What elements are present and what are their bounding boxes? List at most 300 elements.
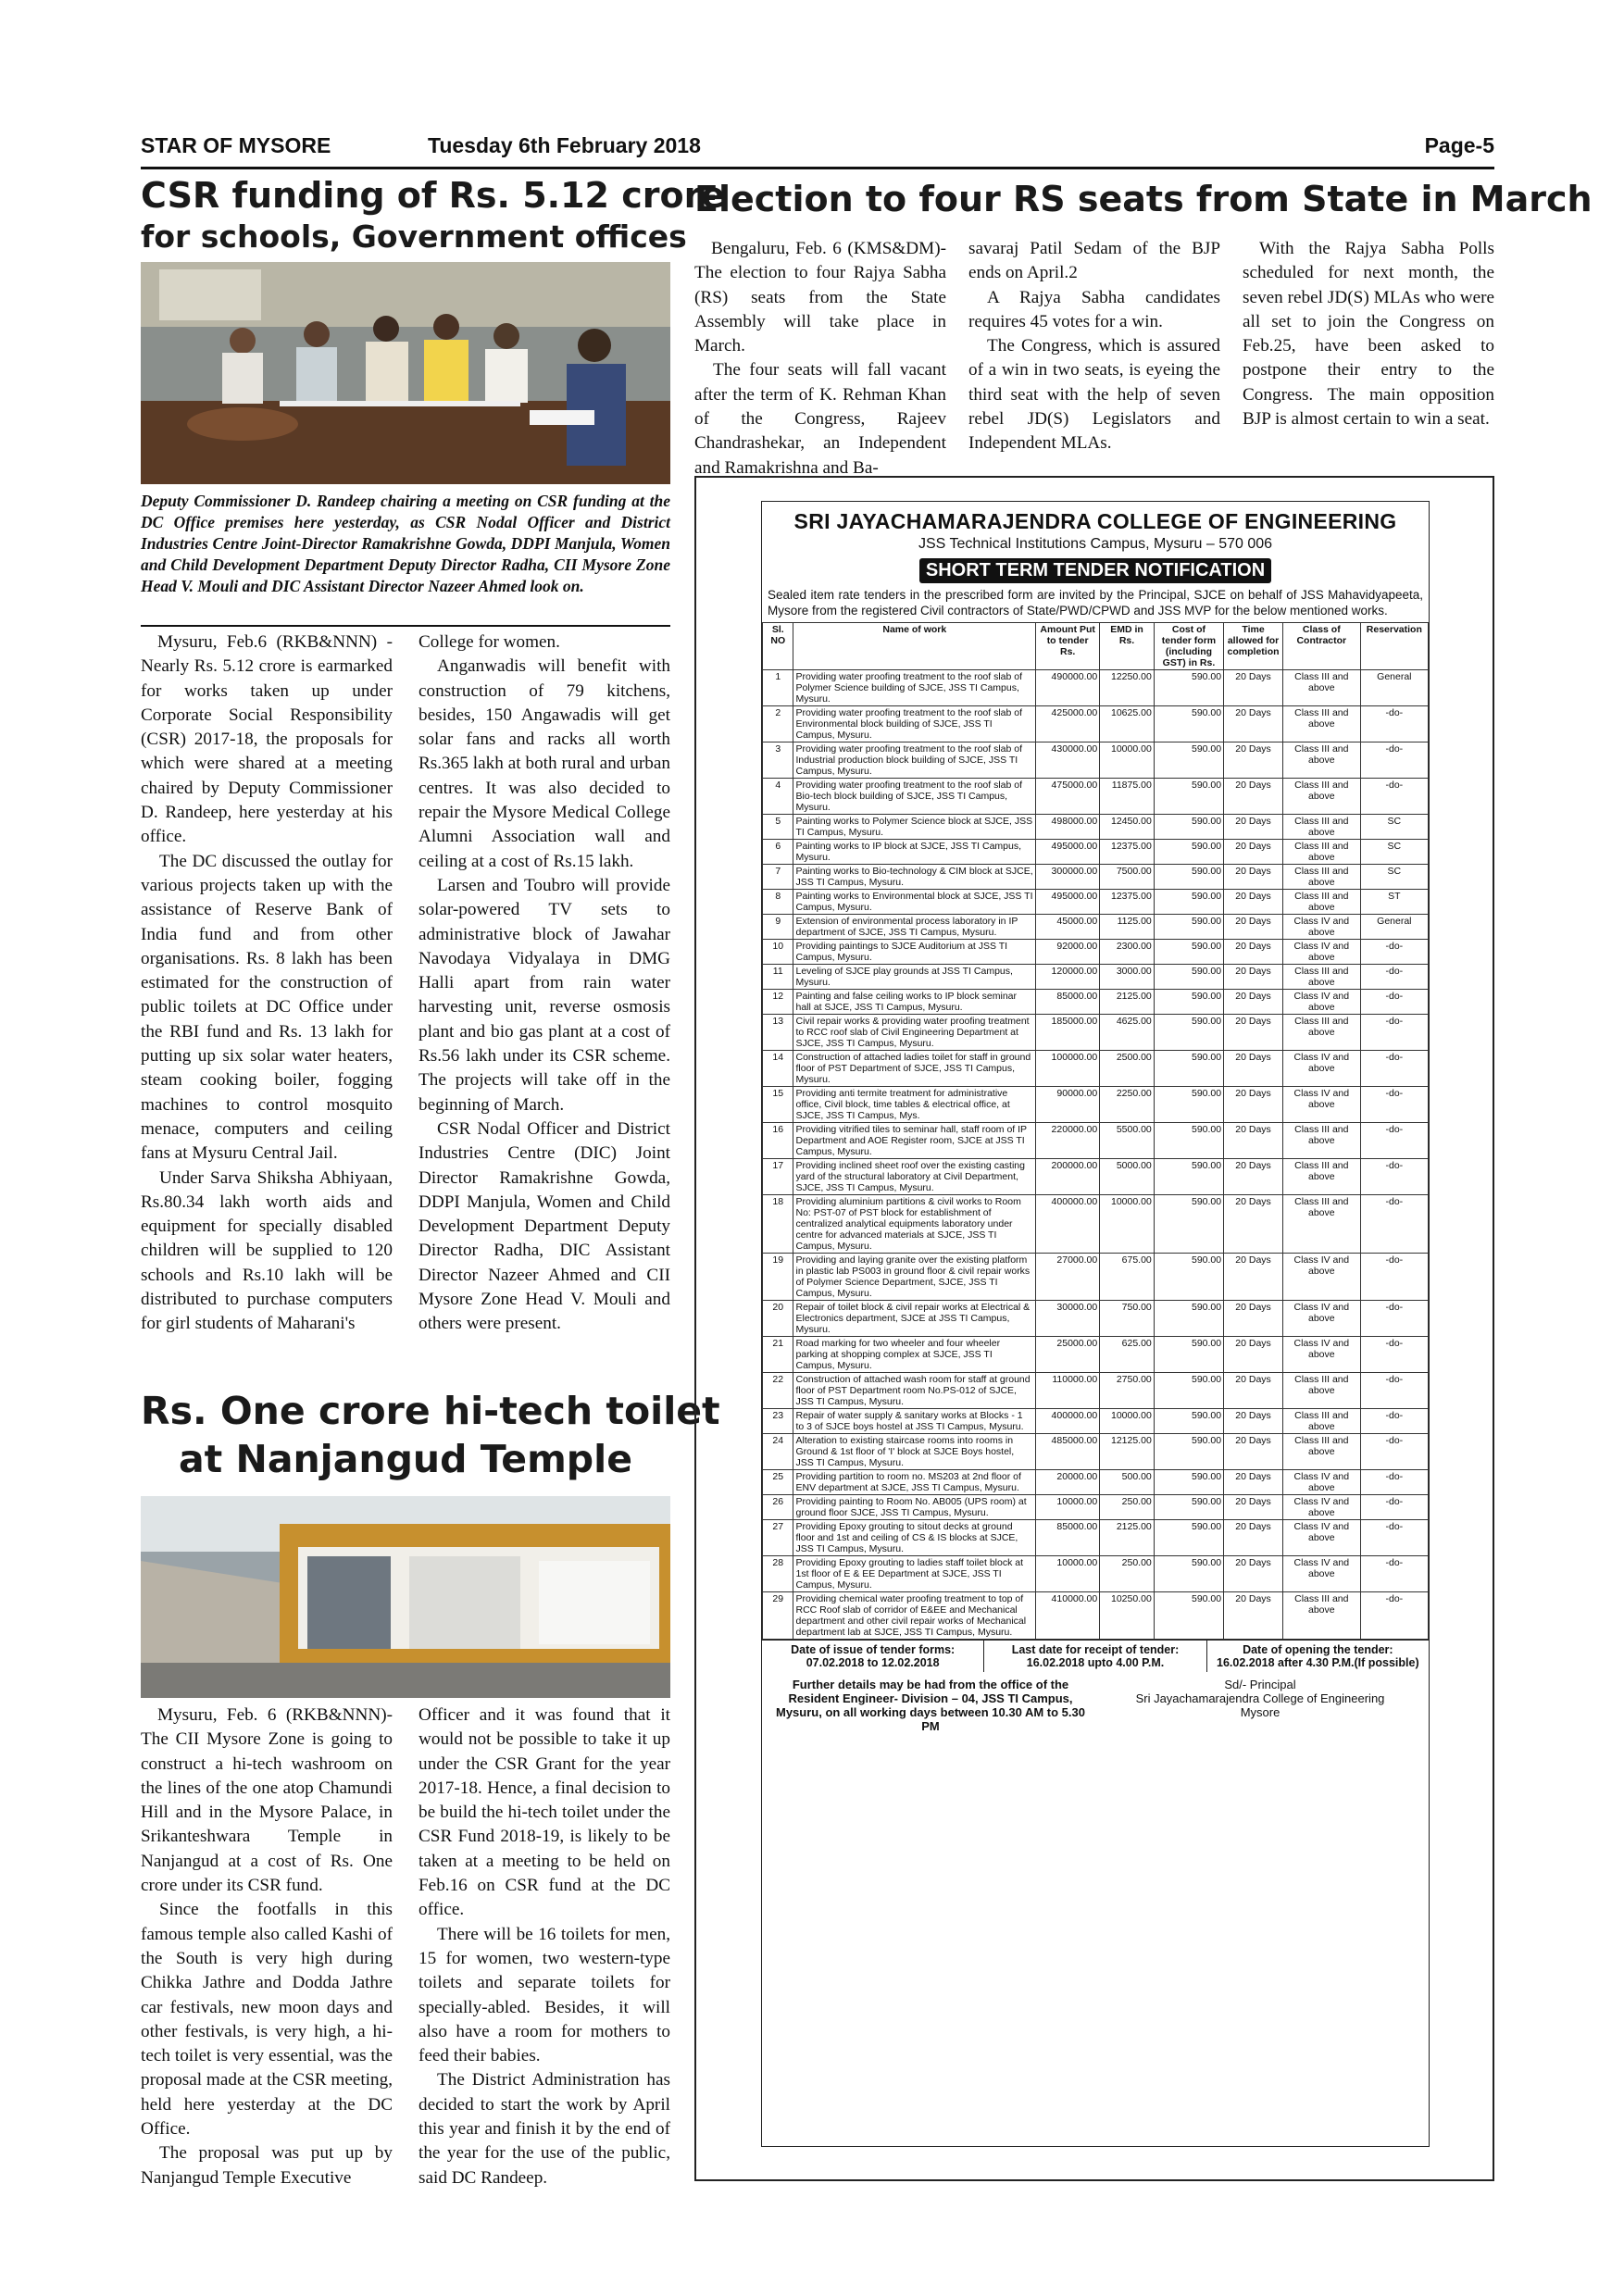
csr-headline: CSR funding of Rs. 5.12 crore xyxy=(141,175,726,216)
tender-cell: Painting works to IP block at SJCE, JSS TI Campus, Mysuru. xyxy=(793,840,1036,865)
tender-cell: 45000.00 xyxy=(1036,915,1100,940)
tender-cell: 590.00 xyxy=(1154,1470,1223,1495)
tender-cell: Painting works to Polymer Science block at SJCE, JSS TI Campus, Mysuru. xyxy=(793,815,1036,840)
csr-meeting-photo xyxy=(141,262,670,484)
tender-cell: 500.00 xyxy=(1100,1470,1155,1495)
tender-header-cell: Sl. NO xyxy=(763,623,793,670)
table-row xyxy=(763,706,1429,742)
csr-col2-para: College for women. xyxy=(418,632,560,652)
tender-cell: 16 xyxy=(763,1123,793,1159)
tender-cell: 92000.00 xyxy=(1036,940,1100,965)
tender-cell: 590.00 xyxy=(1154,1015,1223,1051)
tender-cell: 20 Days xyxy=(1224,1470,1283,1495)
tender-cell: 10000.00 xyxy=(1100,1409,1155,1434)
tender-table xyxy=(762,622,1429,1640)
tender-cell: 250.00 xyxy=(1100,1556,1155,1592)
tender-cell: 2250.00 xyxy=(1100,1087,1155,1123)
tender-cell: 12450.00 xyxy=(1100,815,1155,840)
tender-cell: Providing Epoxy grouting to ladies staff toilet block at 1st floor of E & EE Department at SJCE, JSS TI Campus, Mysuru. xyxy=(793,1556,1036,1592)
tender-cell: 30000.00 xyxy=(1036,1301,1100,1337)
tender-cell: 590.00 xyxy=(1154,940,1223,965)
tender-cell: Construction of attached wash room for staff at ground floor of PST Department room No.PS-012 of SJCE, JSS TI Campus, Mysuru. xyxy=(793,1373,1036,1409)
tender-cell: 20 Days xyxy=(1224,940,1283,965)
tender-cell: 20 Days xyxy=(1224,779,1283,815)
table-row xyxy=(763,1434,1429,1470)
tender-cell: 7 xyxy=(763,865,793,890)
opening-date-value: 16.02.2018 after 4.30 P.M.(If possible) xyxy=(1217,1656,1419,1669)
tender-cell: -do- xyxy=(1360,1195,1428,1254)
tender-cell: 590.00 xyxy=(1154,990,1223,1015)
rs-col2-para: A Rajya Sabha candidates requires 45 votes for a win. xyxy=(968,287,1220,331)
tender-cell: 20 xyxy=(763,1301,793,1337)
receipt-date xyxy=(984,1641,1206,1672)
tender-cell: 27 xyxy=(763,1520,793,1556)
table-row xyxy=(763,1123,1429,1159)
tender-cell: 1125.00 xyxy=(1100,915,1155,940)
tender-cell: -do- xyxy=(1360,1254,1428,1301)
tender-cell: 4625.00 xyxy=(1100,1015,1155,1051)
tender-cell: 20 Days xyxy=(1224,865,1283,890)
tender-cell: Class IV and above xyxy=(1282,1301,1360,1337)
tender-cell: 4 xyxy=(763,779,793,815)
tender-cell: 2 xyxy=(763,706,793,742)
table-row xyxy=(763,1159,1429,1195)
table-row xyxy=(763,1409,1429,1434)
tender-cell: 12250.00 xyxy=(1100,670,1155,706)
tender-signature xyxy=(1095,1678,1425,1733)
tender-cell: 20 Days xyxy=(1224,742,1283,779)
toilet-headline: Rs. One crore hi-tech toilet xyxy=(141,1389,720,1433)
paper-name: STAR OF MYSORE xyxy=(141,133,331,157)
tender-cell: 12375.00 xyxy=(1100,890,1155,915)
tender-cell: 485000.00 xyxy=(1036,1434,1100,1470)
tender-cell: Providing aluminium partitions & civil works to Room No: PST-07 of PST block for establishment of centralized analytical equipments laboratory under centre for advanced materials at SJCE, JSS TI Campus, Mysuru. xyxy=(793,1195,1036,1254)
tender-header-cell: Reservation xyxy=(1360,623,1428,670)
tender-cell: 590.00 xyxy=(1154,1592,1223,1640)
tender-cell: 120000.00 xyxy=(1036,965,1100,990)
rs-col3-para: With the Rajya Sabha Polls scheduled for next month, the seven rebel JD(S) MLAs who were all set to join the Congress on Feb.25, have been asked to postpone their entry to the Congress. The main opposition BJP is almost certain to win a seat. xyxy=(1243,239,1494,430)
toilet-col2-para: There will be 16 toilets for men, 15 for women, two western-type toilets and separate toilets for specially-abled. Besides, it will also have a room for mothers to feed their babies. xyxy=(418,1924,670,2066)
tender-cell: 2125.00 xyxy=(1100,990,1155,1015)
table-row xyxy=(763,1592,1429,1640)
tender-cell: 750.00 xyxy=(1100,1301,1155,1337)
table-row xyxy=(763,1495,1429,1520)
tender-cell: 5 xyxy=(763,815,793,840)
table-row xyxy=(763,742,1429,779)
tender-cell: 20 Days xyxy=(1224,965,1283,990)
table-row xyxy=(763,890,1429,915)
tender-cell: 20 Days xyxy=(1224,1087,1283,1123)
tender-cell: SC xyxy=(1360,840,1428,865)
tender-advertisement xyxy=(694,476,1494,2181)
opening-date-label: Date of opening the tender: xyxy=(1243,1643,1393,1656)
table-row xyxy=(763,670,1429,706)
tender-cell: Repair of toilet block & civil repair works at Electrical & Electronics department, SJCE at JSS TI Campus, Mysuru. xyxy=(793,1301,1036,1337)
meeting-photo-illustration xyxy=(141,262,670,484)
tender-cell: 5500.00 xyxy=(1100,1123,1155,1159)
issue-dates-value: 07.02.2018 to 12.02.2018 xyxy=(806,1656,940,1669)
tender-cell: 2300.00 xyxy=(1100,940,1155,965)
tender-cell: Road marking for two wheeler and four wheeler parking at shopping complex at SJCE, JSS TI Campus, Mysuru. xyxy=(793,1337,1036,1373)
tender-table-body xyxy=(763,670,1429,1640)
tender-footer xyxy=(762,1672,1429,1739)
tender-cell: -do- xyxy=(1360,1470,1428,1495)
tender-cell: Class III and above xyxy=(1282,1159,1360,1195)
tender-cell: 20 Days xyxy=(1224,1373,1283,1409)
signature-line1: Sd/- Principal xyxy=(1224,1678,1296,1691)
tender-cell: 29 xyxy=(763,1592,793,1640)
tender-cell: 10000.00 xyxy=(1036,1556,1100,1592)
tender-notification-badge: SHORT TERM TENDER NOTIFICATION xyxy=(919,558,1271,583)
tender-header-cell: Cost of tender form (including GST) in Rs. xyxy=(1154,623,1223,670)
tender-cell: Class IV and above xyxy=(1282,990,1360,1015)
tender-cell: Class III and above xyxy=(1282,1373,1360,1409)
tender-cell: 8 xyxy=(763,890,793,915)
toilet-building-photo xyxy=(141,1496,670,1698)
tender-cell: 590.00 xyxy=(1154,840,1223,865)
tender-cell: Providing water proofing treatment to the roof slab of Environmental block building of SJCE, JSS TI Campus, Mysuru. xyxy=(793,706,1036,742)
tender-cell: 12125.00 xyxy=(1100,1434,1155,1470)
tender-cell: 590.00 xyxy=(1154,1556,1223,1592)
tender-cell: SC xyxy=(1360,865,1428,890)
tender-cell: 20 Days xyxy=(1224,1495,1283,1520)
tender-cell: 590.00 xyxy=(1154,779,1223,815)
tender-cell: Class III and above xyxy=(1282,865,1360,890)
tender-college-name: SRI JAYACHAMARAJENDRA COLLEGE OF ENGINEERING xyxy=(793,509,1397,533)
tender-cell: 590.00 xyxy=(1154,965,1223,990)
tender-cell: 20 Days xyxy=(1224,1556,1283,1592)
tender-cell: -do- xyxy=(1360,1592,1428,1640)
tender-cell: 20 Days xyxy=(1224,1592,1283,1640)
tender-cell: Providing Epoxy grouting to sitout decks at ground floor and 1st and ceiling of CS & IS blocks at SJCE, JSS TI Campus, Mysuru. xyxy=(793,1520,1036,1556)
tender-cell: 85000.00 xyxy=(1036,990,1100,1015)
tender-cell: 20 Days xyxy=(1224,1301,1283,1337)
tender-cell: 20 Days xyxy=(1224,1409,1283,1434)
tender-cell: Providing inclined sheet roof over the existing casting yard of the structural laboratory at Civil Department, SJCE, JSS TI Campus, Mysuru. xyxy=(793,1159,1036,1195)
tender-cell: 490000.00 xyxy=(1036,670,1100,706)
tender-cell: 590.00 xyxy=(1154,1254,1223,1301)
tender-cell: Class IV and above xyxy=(1282,915,1360,940)
tender-cell: -do- xyxy=(1360,1434,1428,1470)
table-row xyxy=(763,1015,1429,1051)
tender-cell: 625.00 xyxy=(1100,1337,1155,1373)
tender-campus-address: JSS Technical Institutions Campus, Mysuru – 570 006 xyxy=(918,536,1273,552)
tender-cell: 675.00 xyxy=(1100,1254,1155,1301)
tender-cell: -do- xyxy=(1360,1051,1428,1087)
tender-cell: Providing and laying granite over the existing platform in plastic lab PS003 in ground floor & civil repair works of Polymer Science Department, SJCE, JSS TI Campus, Mysuru. xyxy=(793,1254,1036,1301)
rs-body-col3 xyxy=(1243,237,1494,431)
tender-cell: Providing chemical water proofing treatment to top of RCC Roof slab of corridor of E&EE and Mechanical department and other civil repair works of Mechanical department lab at SJCE, JSS TI Campus, Mysuru. xyxy=(793,1592,1036,1640)
issue-date: Tuesday 6th February 2018 xyxy=(428,133,701,157)
tender-cell: 26 xyxy=(763,1495,793,1520)
tender-cell: Construction of attached ladies toilet for staff in ground floor of PST Department of SJCE, JSS TI Campus, Mysuru. xyxy=(793,1051,1036,1087)
tender-cell: 425000.00 xyxy=(1036,706,1100,742)
tender-cell: 495000.00 xyxy=(1036,840,1100,865)
tender-cell: 20 Days xyxy=(1224,1337,1283,1373)
signature-line2: Sri Jayachamarajendra College of Engineering xyxy=(1135,1691,1385,1705)
tender-cell: 20 Days xyxy=(1224,1434,1283,1470)
tender-cell: 185000.00 xyxy=(1036,1015,1100,1051)
tender-cell: 20 Days xyxy=(1224,1123,1283,1159)
tender-cell: 400000.00 xyxy=(1036,1409,1100,1434)
tender-cell: Class IV and above xyxy=(1282,1051,1360,1087)
tender-cell: 27000.00 xyxy=(1036,1254,1100,1301)
toilet-col1-para: The proposal was put up by Nanjangud Temple Executive xyxy=(141,2143,393,2188)
tender-cell: 7500.00 xyxy=(1100,865,1155,890)
page-number: Page-5 xyxy=(1424,133,1494,157)
tender-cell: -do- xyxy=(1360,1337,1428,1373)
tender-cell: 20 Days xyxy=(1224,890,1283,915)
tender-cell: 15 xyxy=(763,1087,793,1123)
tender-cell: Class IV and above xyxy=(1282,1470,1360,1495)
issue-dates-label: Date of issue of tender forms: xyxy=(791,1643,956,1656)
toilet-col1-para: Since the footfalls in this famous temple also called Kashi of the South is very high during Chikka Jathre and Dodda Jathre car festivals, new moon days and other festivals, is very high, a hi-tech toilet is very essential, was the proposal made at the CSR meeting, held here yesterday at the DC Office. xyxy=(141,1900,393,2140)
tender-cell: 28 xyxy=(763,1556,793,1592)
tender-cell: 250.00 xyxy=(1100,1495,1155,1520)
toilet-col1-para: Mysuru, Feb. 6 (RKB&NNN)- The CII Mysore Zone is going to construct a hi-tech washroom on the lines of the one atop Chamundi Hill and in the Mysore Palace, in Srikanteshwara Temple in Nanjangud at a cost of Rs. One crore under its CSR fund. xyxy=(141,1705,393,1896)
tender-cell: Providing water proofing treatment to the roof slab of Polymer Science building of SJCE, JSS TI Campus, Mysuru. xyxy=(793,670,1036,706)
tender-cell: 20 Days xyxy=(1224,670,1283,706)
csr-col2-para: CSR Nodal Officer and District Industries Centre (DIC) Joint Director Ramakrishne Gowda, DDPI Manjula, Women and Child Development Department Deputy Director Radha, DIC Assistant Director Nazeer Ahmed and CII Mysore Zone Head V. Mouli and others were present. xyxy=(418,1118,670,1334)
tender-cell: 10000.00 xyxy=(1100,1195,1155,1254)
tender-cell: 10000.00 xyxy=(1100,742,1155,779)
tender-cell: -do- xyxy=(1360,706,1428,742)
tender-cell: -do- xyxy=(1360,1409,1428,1434)
tender-cell: 590.00 xyxy=(1154,915,1223,940)
table-row xyxy=(763,1195,1429,1254)
tender-cell: 25 xyxy=(763,1470,793,1495)
table-row xyxy=(763,1556,1429,1592)
tender-cell: Providing water proofing treatment to the roof slab of Bio-tech block building of SJCE, JSS TI Campus, Mysuru. xyxy=(793,779,1036,815)
tender-cell: 14 xyxy=(763,1051,793,1087)
toilet-headline-line2: at Nanjangud Temple xyxy=(178,1437,633,1481)
tender-cell: Class III and above xyxy=(1282,1434,1360,1470)
tender-contact-info: Further details may be had from the office of the Resident Engineer- Division – 04, JSS TI Campus, Mysuru, on all working days between 10.30 AM to 5.30 PM xyxy=(775,1678,1085,1733)
csr-body-col1 xyxy=(141,630,393,1337)
tender-intro: Sealed item rate tenders in the prescribed form are invited by the Principal, SJCE on behalf of JSS Mahavidyapeeta, Mysore from the registered Civil contractors of State/PWD/CPWD and JSS MVP for the below mentioned works. xyxy=(768,588,1423,618)
tender-cell: 590.00 xyxy=(1154,815,1223,840)
tender-cell: -do- xyxy=(1360,1301,1428,1337)
tender-cell: Class III and above xyxy=(1282,670,1360,706)
tender-cell: Class IV and above xyxy=(1282,1087,1360,1123)
tender-cell: 21 xyxy=(763,1337,793,1373)
table-row xyxy=(763,1520,1429,1556)
csr-subhead: for schools, Government offices xyxy=(141,218,687,255)
tender-cell: 23 xyxy=(763,1409,793,1434)
csr-col2-para: Anganwadis will benefit with construction of 79 kitchens, besides, 150 Angawadis will get solar fans and racks all worth Rs.365 lakh at both rural and urban centres. It was also decided to repair the Mysore Medical College Alumni Association wall and ceiling at a cost of Rs.15 lakh. xyxy=(418,656,670,871)
tender-cell: Class III and above xyxy=(1282,1015,1360,1051)
tender-cell: 13 xyxy=(763,1015,793,1051)
masthead xyxy=(141,133,1494,169)
tender-cell: Painting works to Bio-technology & CIM block at SJCE, JSS TI Campus, Mysuru. xyxy=(793,865,1036,890)
csr-col2-para: Larsen and Toubro will provide solar-powered TV sets to administrative block of Jawahar Navodaya Vidyalaya in DMG Halli apart from rain water harvesting unit, reverse osmosis plant and bio gas plant at a cost of Rs.56 lakh under its CSR scheme. The projects will take off in the beginning of March. xyxy=(418,875,670,1115)
tender-cell: 20 Days xyxy=(1224,1051,1283,1087)
tender-cell: Painting works to Environmental block at SJCE, JSS TI Campus, Mysuru. xyxy=(793,890,1036,915)
tender-cell: 110000.00 xyxy=(1036,1373,1100,1409)
tender-cell: 590.00 xyxy=(1154,1337,1223,1373)
tender-cell: Class III and above xyxy=(1282,1409,1360,1434)
tender-cell: 22 xyxy=(763,1373,793,1409)
tender-header-cell: Amount Put to tender Rs. xyxy=(1036,623,1100,670)
tender-dates xyxy=(762,1640,1429,1672)
tender-cell: Class IV and above xyxy=(1282,1556,1360,1592)
tender-cell: ST xyxy=(1360,890,1428,915)
table-row xyxy=(763,779,1429,815)
tender-cell: 200000.00 xyxy=(1036,1159,1100,1195)
tender-cell: 20 Days xyxy=(1224,840,1283,865)
table-row xyxy=(763,1254,1429,1301)
rs-headline: Election to four RS seats from State in March xyxy=(694,179,1593,219)
table-row xyxy=(763,1087,1429,1123)
opening-date xyxy=(1207,1641,1429,1672)
tender-cell: 2500.00 xyxy=(1100,1051,1155,1087)
table-row xyxy=(763,1301,1429,1337)
tender-cell: 590.00 xyxy=(1154,670,1223,706)
csr-col1-para: The DC discussed the outlay for various projects taken up with the assistance of Reserve Bank of India fund and from other organisations. Rs. 8 lakh has been estimated for the construction of public toilets at DC Office under the RBI fund and Rs. 13 lakh for putting up six solar water heaters, steam cooking boiler, fogging machines to control mosquito menace, computers and ceiling fans at Mysuru Central Jail. xyxy=(141,851,393,1164)
tender-cell: 590.00 xyxy=(1154,742,1223,779)
tender-cell: Class III and above xyxy=(1282,779,1360,815)
rs-col2-para: savaraj Patil Sedam of the BJP ends on April.2 xyxy=(968,239,1220,283)
tender-cell: 12375.00 xyxy=(1100,840,1155,865)
tender-cell: 410000.00 xyxy=(1036,1592,1100,1640)
tender-cell: General xyxy=(1360,670,1428,706)
tender-cell: Class III and above xyxy=(1282,706,1360,742)
tender-cell: 475000.00 xyxy=(1036,779,1100,815)
tender-cell: 6 xyxy=(763,840,793,865)
tender-cell: 590.00 xyxy=(1154,1434,1223,1470)
tender-header-cell: Name of work xyxy=(793,623,1036,670)
tender-cell: -do- xyxy=(1360,1556,1428,1592)
table-row xyxy=(763,965,1429,990)
tender-cell: Providing vitrified tiles to seminar hall, staff room of IP Department and AOE Register room, SJCE at JSS TI Campus, Mysuru. xyxy=(793,1123,1036,1159)
tender-cell: 590.00 xyxy=(1154,1051,1223,1087)
tender-cell: 11875.00 xyxy=(1100,779,1155,815)
table-row xyxy=(763,1470,1429,1495)
tender-cell: -do- xyxy=(1360,1520,1428,1556)
tender-cell: 19 xyxy=(763,1254,793,1301)
tender-cell: Providing painting to Room No. AB005 (UPS room) at ground floor SJCE, JSS TI Campus, Mysuru. xyxy=(793,1495,1036,1520)
tender-cell: 20 Days xyxy=(1224,706,1283,742)
tender-cell: -do- xyxy=(1360,1087,1428,1123)
tender-cell: 18 xyxy=(763,1195,793,1254)
tender-cell: Class III and above xyxy=(1282,1592,1360,1640)
tender-cell: Class IV and above xyxy=(1282,1337,1360,1373)
tender-cell: 10250.00 xyxy=(1100,1592,1155,1640)
tender-cell: 90000.00 xyxy=(1036,1087,1100,1123)
csr-body-col2 xyxy=(418,630,670,1337)
table-row xyxy=(763,1337,1429,1373)
tender-cell: 10000.00 xyxy=(1036,1495,1100,1520)
table-row xyxy=(763,990,1429,1015)
tender-cell: 400000.00 xyxy=(1036,1195,1100,1254)
rs-col2-para: The Congress, which is assured of a win in two seats, is eyeing the third seat with the help of seven rebel JD(S) Legislators and Independent MLAs. xyxy=(968,336,1220,454)
issue-dates xyxy=(762,1641,984,1672)
tender-header-cell: Time allowed for completion xyxy=(1224,623,1283,670)
tender-cell: -do- xyxy=(1360,1373,1428,1409)
tender-table-header xyxy=(763,623,1429,670)
tender-cell: -do- xyxy=(1360,940,1428,965)
rs-body-col2 xyxy=(968,237,1220,456)
tender-cell: 590.00 xyxy=(1154,890,1223,915)
tender-header-cell: Class of Contractor xyxy=(1282,623,1360,670)
tender-cell: 590.00 xyxy=(1154,1195,1223,1254)
tender-cell: 220000.00 xyxy=(1036,1123,1100,1159)
tender-cell: Class III and above xyxy=(1282,1123,1360,1159)
tender-cell: Class III and above xyxy=(1282,1195,1360,1254)
tender-cell: 9 xyxy=(763,915,793,940)
tender-cell: Extension of environmental process laboratory in IP department of SJCE, JSS TI Campus, Mysuru. xyxy=(793,915,1036,940)
tender-cell: Class IV and above xyxy=(1282,1254,1360,1301)
tender-cell: -do- xyxy=(1360,779,1428,815)
rs-body-col1 xyxy=(694,237,946,480)
tender-cell: 25000.00 xyxy=(1036,1337,1100,1373)
tender-cell: -do- xyxy=(1360,1495,1428,1520)
tender-cell: 590.00 xyxy=(1154,1301,1223,1337)
tender-cell: 2750.00 xyxy=(1100,1373,1155,1409)
tender-cell: 590.00 xyxy=(1154,706,1223,742)
tender-cell: Leveling of SJCE play grounds at JSS TI Campus, Mysuru. xyxy=(793,965,1036,990)
tender-cell: 12 xyxy=(763,990,793,1015)
tender-cell: 10625.00 xyxy=(1100,706,1155,742)
tender-cell: 3 xyxy=(763,742,793,779)
toilet-body-col2 xyxy=(418,1703,670,2190)
tender-cell: Class III and above xyxy=(1282,965,1360,990)
tender-cell: 590.00 xyxy=(1154,1123,1223,1159)
tender-cell: Providing water proofing treatment to the roof slab of Industrial production block building of SJCE, JSS TI Campus, Mysuru. xyxy=(793,742,1036,779)
tender-cell: Class IV and above xyxy=(1282,1495,1360,1520)
tender-cell: Class III and above xyxy=(1282,815,1360,840)
tender-cell: 20 Days xyxy=(1224,1159,1283,1195)
csr-photo-caption: Deputy Commissioner D. Randeep chairing a meeting on CSR funding at the DC Office premises here yesterday, as CSR Nodal Officer and District Industries Centre Joint-Director Ramakrishne Gowda, DDPI Manjula, Women and Child Development Department Deputy Director Radha, CII Mysore Zone Head V. Mouli and DIC Assistant Director Nazeer Ahmed look on. xyxy=(141,492,670,595)
table-row xyxy=(763,865,1429,890)
tender-cell: 498000.00 xyxy=(1036,815,1100,840)
tender-cell: 20000.00 xyxy=(1036,1470,1100,1495)
tender-cell: 17 xyxy=(763,1159,793,1195)
tender-cell: General xyxy=(1360,915,1428,940)
tender-cell: 100000.00 xyxy=(1036,1051,1100,1087)
csr-col1-para: Mysuru, Feb.6 (RKB&NNN) - Nearly Rs. 5.12 crore is earmarked for works taken up under Corporate Social Responsibility (CSR) 2017-18, the proposals for which were shared at a meeting chaired by Deputy Commissioner D. Randeep, here yesterday at his office. xyxy=(141,632,393,847)
tender-cell: 20 Days xyxy=(1224,1015,1283,1051)
tender-cell: 85000.00 xyxy=(1036,1520,1100,1556)
tender-cell: 430000.00 xyxy=(1036,742,1100,779)
rs-col1-para: Bengaluru, Feb. 6 (KMS&DM)- The election to four Rajya Sabha (RS) seats from the State Assembly will take place in March. xyxy=(694,239,946,356)
table-row xyxy=(763,840,1429,865)
toilet-col2-para: The District Administration has decided to start the work by April this year and finish it by the end of the year for the use of the public, said DC Randeep. xyxy=(418,2070,670,2188)
tender-cell: Repair of water supply & sanitary works at Blocks - 1 to 3 of SJCE boys hostel at JSS TI Campus, Mysuru. xyxy=(793,1409,1036,1434)
tender-cell: 11 xyxy=(763,965,793,990)
table-row xyxy=(763,815,1429,840)
tender-cell: -do- xyxy=(1360,965,1428,990)
tender-cell: 24 xyxy=(763,1434,793,1470)
receipt-date-value: 16.02.2018 upto 4.00 P.M. xyxy=(1026,1656,1165,1669)
tender-cell: Providing partition to room no. MS203 at 2nd floor of ENV department at SJCE, JSS TI Campus, Mysuru. xyxy=(793,1470,1036,1495)
tender-cell: 3000.00 xyxy=(1100,965,1155,990)
tender-cell: 20 Days xyxy=(1224,915,1283,940)
tender-cell: 20 Days xyxy=(1224,1520,1283,1556)
tender-cell: Painting and false ceiling works to IP block seminar hall at SJCE, JSS TI Campus, Mysuru. xyxy=(793,990,1036,1015)
tender-cell: Class IV and above xyxy=(1282,940,1360,965)
tender-cell: -do- xyxy=(1360,742,1428,779)
tender-cell: -do- xyxy=(1360,1123,1428,1159)
tender-cell: 590.00 xyxy=(1154,1495,1223,1520)
tender-cell: 590.00 xyxy=(1154,1373,1223,1409)
tender-cell: -do- xyxy=(1360,990,1428,1015)
tender-cell: 495000.00 xyxy=(1036,890,1100,915)
toilet-body-col1 xyxy=(141,1703,393,2190)
tender-cell: Providing anti termite treatment for administrative office, Civil block, time tables & electrical office, at SJCE, JSS TI Campus, Mys. xyxy=(793,1087,1036,1123)
tender-cell: Class III and above xyxy=(1282,742,1360,779)
table-row xyxy=(763,915,1429,940)
